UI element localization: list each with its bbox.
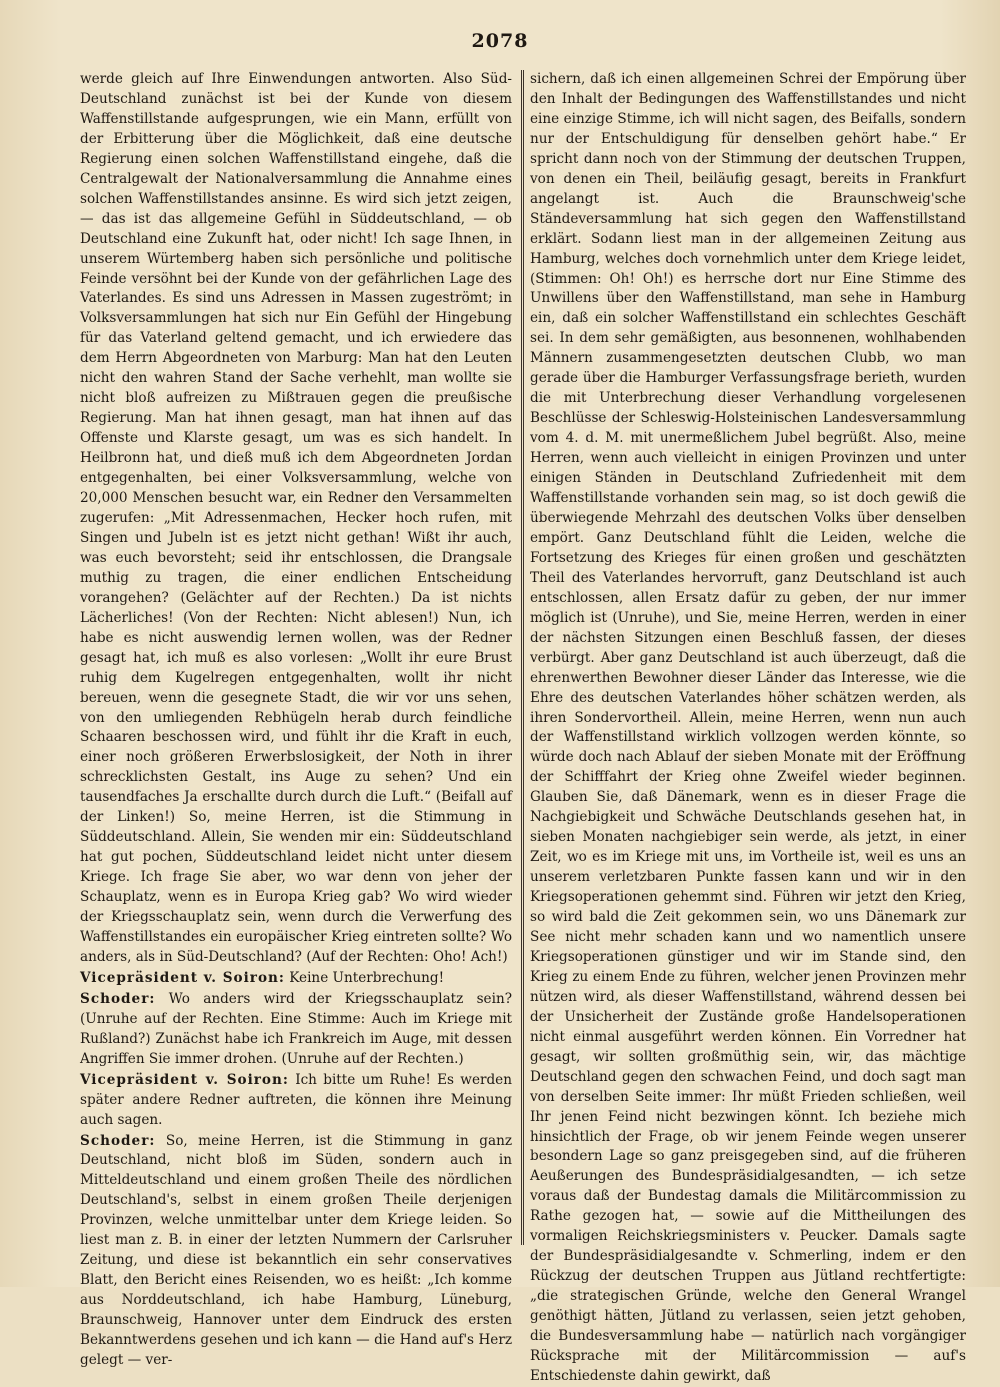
speaker-name: Vicepräsident v. Soiron: bbox=[80, 1071, 289, 1088]
paragraph-text: So, meine Herren, ist die Stimmung in ganz Deutschland, nicht bloß im Süden, sondern auch in Mitteldeutschland und einem großen Theile des nördlichen Deutschland's, selbst in einem großen Theile derjenigen Provinzen, welche unmittelbar unter dem Kriege leiden. So liest man z. B. in einer der letzten Nummern der Carlsruher Zeitung, und diese ist bekanntlich ein sehr conservatives Blatt, den Bericht eines Reisenden, wo es heißt: „Ich komme aus Norddeutschland, ich habe Hamburg, Lüneburg, Braunschweig, Hannover unter dem Eindruck des ersten Bekanntwerdens gesehen und ich kann — die Hand auf's Herz gelegt — ver- bbox=[80, 1132, 512, 1368]
paragraph bbox=[80, 969, 512, 989]
page-number: 2078 bbox=[471, 30, 529, 52]
paragraph bbox=[80, 1132, 512, 1371]
column-divider bbox=[521, 70, 524, 1245]
left-column bbox=[80, 70, 512, 1368]
speaker-name: Vicepräsident v. Soiron: bbox=[80, 969, 285, 986]
paragraph bbox=[530, 70, 966, 1387]
paragraph bbox=[80, 70, 512, 968]
paragraph-text: werde gleich auf Ihre Einwendungen antworten. Also Süd-Deutschland zunächst ist bei der Kunde von diesem Waffenstillstande aufgesprungen, wie ein Mann, erfüllt von der Erbitterung über die Möglichkeit, daß eine deutsche Regierung einen solchen Waffenstillstand eingehe, daß die Centralgewalt der Nationalversammlung die Annahme eines solchen Waffenstillstandes ansinne. Es wird sich jetzt zeigen, — das ist das allgemeine Gefühl in Süddeutschland, — ob Deutschland eine Zukunft hat, oder nicht! Ich sage Ihnen, in unserem Würtemberg haben sich persönliche und politische Feinde versöhnt bei der Kunde von der gefährlichen Lage des Vaterlandes. Es sind uns Adressen in Massen zugeströmt; in Volksversammlungen hat sich nur Ein Gefühl der Hingebung für das Vaterland geltend gemacht, und ich erwiedere das dem Herrn Abgeordneten von Marburg: Man hat den Leuten nicht den wahren Stand der Sache verhehlt, man wollte sie nicht bloß aufreizen zu Mißtrauen gegen die preußische Regierung. Man hat ihnen gesagt, man hat ihnen auf das Offenste und Klarste gesagt, um was es sich handelt. In Heilbronn hat, und dieß muß ich dem Abgeordneten Jordan entgegenhalten, bei einer Volksversammlung, welche von 20,000 Menschen besucht war, ein Redner den Versammelten zugerufen: „Mit Adressenmachen, Hecker hoch rufen, mit Singen und Jubeln ist es jetzt nicht gethan! Wißt ihr auch, was euch bevorsteht; seid ihr entschlossen, die Drangsale muthig zu tragen, die einer endlichen Entscheidung vorangehen? (Gelächter auf der Rechten.) Da ist nichts Lächerliches! (Von der Rechten: Nicht ablesen!) Nun, ich habe es nicht auswendig lernen wollen, was der Redner gesagt hat, ich muß es also vorlesen: „Wollt ihr eure Brust ruhig dem Kugelregen entgegenhalten, wollt ihr nicht bereuen, wenn die gesegnete Stadt, die wir vor uns sehen, von den umliegenden Rebhügeln herab durch feindliche Schaaren beschossen wird, und fühlt ihr die Kraft in euch, einer noch größeren Erwerbslosigkeit, der Noth in ihrer schrecklichsten Gestalt, ins Auge zu sehen? Und ein tausendfaches Ja erschallte durch durch die Luft.“ (Beifall auf der Linken!) So, meine Herren, ist die Stimmung in Süddeutschland. Allein, Sie wenden mir ein: Süddeutschland hat gut pochen, Süddeutschland leidet nicht unter diesem Kriege. Ich frage Sie aber, wo war denn von jeher der Schauplatz, wenn es in Europa Krieg gab? Wo wird wieder der Kriegsschauplatz sein, wenn durch die Verwerfung des Waffenstillstandes ein europäischer Krieg eintreten sollte? Wo anders, als in Süd-Deutschland? (Auf der Rechten: Oho! Ach!) bbox=[80, 71, 512, 965]
speaker-name: Schoder: bbox=[80, 990, 156, 1007]
paragraph-text: Keine Unterbrechung! bbox=[289, 969, 445, 986]
speaker-name: Schoder: bbox=[80, 1132, 156, 1149]
right-column bbox=[530, 70, 966, 1384]
paragraph-text: Ich bitte um Ruhe! Es werden später andere Redner auftreten, die können ihre Meinung auch sagen. bbox=[80, 1071, 512, 1128]
paragraph bbox=[80, 1071, 512, 1131]
paragraph-text: Wo anders wird der Kriegsschauplatz sein? (Unruhe auf der Rechten. Eine Stimme: Auch im Kriege mit Rußland?) Zunächst habe ich Frankreich im Auge, mit dessen Angriffen Sie immer drohen. (Unruhe auf der Rechten.) bbox=[80, 990, 512, 1067]
paragraph-text: sichern, daß ich einen allgemeinen Schrei der Empörung über den Inhalt der Bedingungen des Waffenstillstandes und nicht eine einzige Stimme, ich will nicht sagen, des Beifalls, sondern nur der Entschuldigung für denselben gehört habe.“ Er spricht dann noch von der Stimmung der deutschen Truppen, von denen ein Theil, beiläufig gesagt, bereits in Frankfurt angelangt ist. Auch die Braunschweig'sche Ständeversammlung hat sich gegen den Waffenstillstand erklärt. Sodann liest man in der allgemeinen Zeitung aus Hamburg, welches doch vornehmlich unter dem Kriege leidet, (Stimmen: Oh! Oh!) es herrsche dort nur Eine Stimme des Unwillens über den Waffenstillstand, man sehe in Hamburg ein, daß ein solcher Waffenstillstand ein schlechtes Geschäft sei. In dem sehr gemäßigten, aus besonnenen, wohlhabenden Männern zusammengesetzten deutschen Clubb, wo man gerade über die Hamburger Verfassungsfrage berieth, wurden die mit Unterbrechung dieser Verhandlung vorgelesenen Beschlüsse der Schleswig-Holsteinischen Landesversammlung vom 4. d. M. mit unermeßlichem Jubel begrüßt. Also, meine Herren, wenn auch vielleicht in einigen Provinzen und unter einigen Ständen in Deutschland Zufriedenheit mit dem Waffenstillstande vorhanden sein mag, so ist doch gewiß die überwiegende Mehrzahl des deutschen Volks über denselben empört. Ganz Deutschland fühlt die Leiden, welche die Fortsetzung des Krieges für einen großen und geschätzten Theil des Vaterlandes hervorruft, ganz Deutschland ist auch entschlossen, allen Ersatz dafür zu geben, der nur immer möglich ist (Unruhe), und Sie, meine Herren, werden in einer der nächsten Sitzungen einen Beschluß fassen, der dieses verbürgt. Aber ganz Deutschland ist auch überzeugt, daß die ehrenwerthen Bewohner dieser Länder das Interesse, wie die Ehre des deutschen Vaterlandes höher schätzen werden, als ihren Sondervortheil. Allein, meine Herren, wenn nun auch der Waffenstillstand wirklich vollzogen werden könnte, so würde doch nach Ablauf der sieben Monate mit der Eröffnung der Schifffahrt der Krieg ohne Zweifel wieder beginnen. Glauben Sie, daß Dänemark, wenn es in dieser Frage die Nachgiebigkeit und Schwäche Deutschlands gesehen hat, in sieben Monaten nachgiebiger sein werde, als jetzt, in einer Zeit, wo es im Kriege mit uns, im Vortheile ist, weil es uns an unserem verletzbaren Punkte fassen kann und wir in den Kriegsoperationen gehemmt sind. Führen wir jetzt den Krieg, so wird bald die Zeit gekommen sein, wo uns Dänemark zur See nicht mehr schaden kann und wo namentlich unsere Kriegsoperationen günstiger und wir im Stande sind, den Krieg zu einem Ende zu führen, welcher jenen Provinzen mehr nützen wird, als dieser Waffenstillstand, während dessen bei der Unsicherheit der Zustände große Handelsoperationen nicht einmal ausgeführt werden können. Ein Vorredner hat gesagt, wir sollten großmüthig sein, wir, das mächtige Deutschland gegen den schwachen Feind, und doch sagt man von derselben Seite immer: Ihr müßt Frieden schließen, weil Ihr jenen Feind nicht bezwingen könnt. Ich beziehe mich hinsichtlich der Frage, ob wir jenem Feinde wegen unserer besondern Lage so ganz preisgegeben sind, auf die früheren Aeußerungen des Bundespräsidialgesandten, — ich setze voraus daß der Bundestag damals die Militärcommission zu Rathe gezogen hat, — sowie auf die Mittheilungen des vormaligen Reichskriegsministers v. Peucker. Damals sagte der Bundespräsidialgesandte v. Schmerling, indem er den Rückzug der deutschen Truppen aus Jütland rechtfertigte: „die strategischen Gründe, welche den General Wrangel genöthigt hätten, Jütland zu verlassen, seien jetzt gehoben, die Bundesversammlung habe — natürlich nach vorgängiger Rücksprache mit der Militärcommission — auf's Entschiedenste dahin gewirkt, daß bbox=[530, 71, 966, 1384]
paragraph bbox=[80, 990, 512, 1070]
